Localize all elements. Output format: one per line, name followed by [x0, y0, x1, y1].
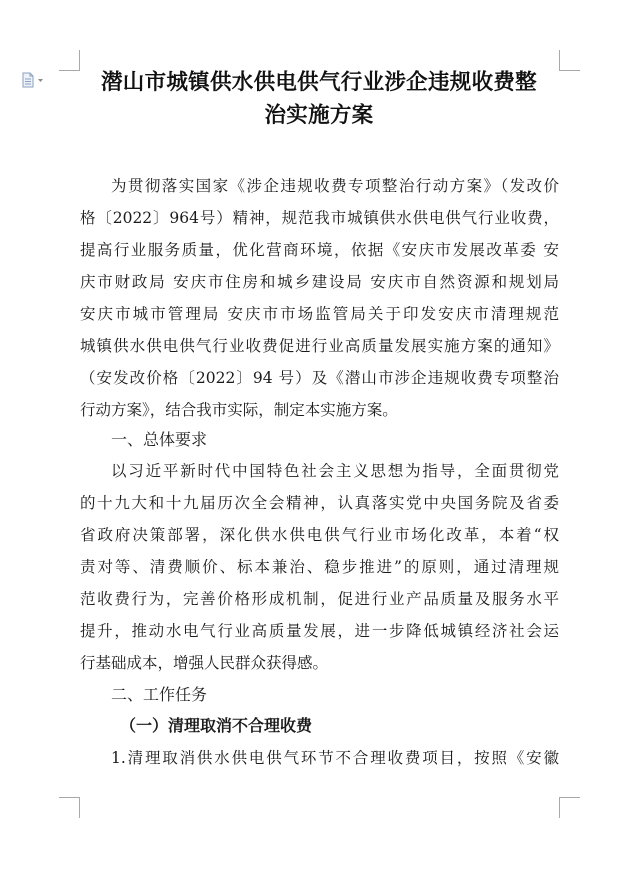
section-heading-general-requirements: 一、总体要求	[111, 430, 208, 449]
intro-line: （安发改价格〔2022〕94 号）及《潜山市涉企违规收费专项整治	[80, 369, 559, 387]
section1-line: 以习近平新时代中国特色社会主义思想为指导，全面贯彻党	[111, 462, 559, 480]
section1-line: 责对等、清费顺价、标本兼治、稳步推进”的原则，通过清理规	[80, 558, 559, 576]
section1-line: 行基础成本，增强人民群众获得感。	[80, 654, 329, 672]
subsection-heading-clear-fees: （一）清理取消不合理收费	[120, 716, 313, 735]
crop-mark-top-left	[59, 50, 80, 71]
section1-line: 省政府决策部署，深化供水供电供气行业市场化改革，本着“权	[80, 526, 559, 544]
intro-line: 提高行业服务质量，优化营商环境，依据《安庆市发展改革委 安	[80, 241, 559, 259]
section1-line: 提升，推动水电气行业高质量发展，进一步降低城镇经济社会运	[80, 622, 559, 640]
crop-mark-top-right	[559, 50, 580, 71]
document-icon[interactable]	[20, 72, 46, 88]
section1-line: 范收费行为，完善价格形成机制，促进行业产品质量及服务水平	[80, 590, 559, 608]
section1-line: 的十九大和十九届历次全会精神，认真落实党中央国务院及省委	[80, 494, 559, 512]
intro-line: 城镇供水供电供气行业收费促进行业高质量发展实施方案的通知》	[80, 337, 559, 355]
intro-line: 格〔2022〕964号）精神，规范我市城镇供水供电供气行业收费，	[80, 209, 559, 227]
intro-line: 庆市财政局 安庆市住房和城乡建设局 安庆市自然资源和规划局	[80, 273, 559, 291]
document-title-line-1: 潜山市城镇供水供电供气行业涉企违规收费整	[100, 70, 537, 95]
section-heading-work-tasks: 二、工作任务	[111, 685, 208, 704]
intro-line: 行动方案》，结合我市实际，制定本实施方案。	[80, 401, 398, 419]
crop-mark-bottom-left	[59, 797, 80, 818]
intro-line: 安庆市城市管理局 安庆市市场监管局关于印发安庆市清理规范	[80, 305, 559, 323]
intro-line: 为贯彻落实国家《涉企违规收费专项整治行动方案》（发改价	[111, 177, 559, 195]
crop-mark-bottom-right	[559, 797, 580, 818]
item1-line: 1.清理取消供水供电供气环节不合理收费项目，按照《安徽	[111, 749, 559, 767]
document-title-line-2: 治实施方案	[264, 103, 374, 128]
